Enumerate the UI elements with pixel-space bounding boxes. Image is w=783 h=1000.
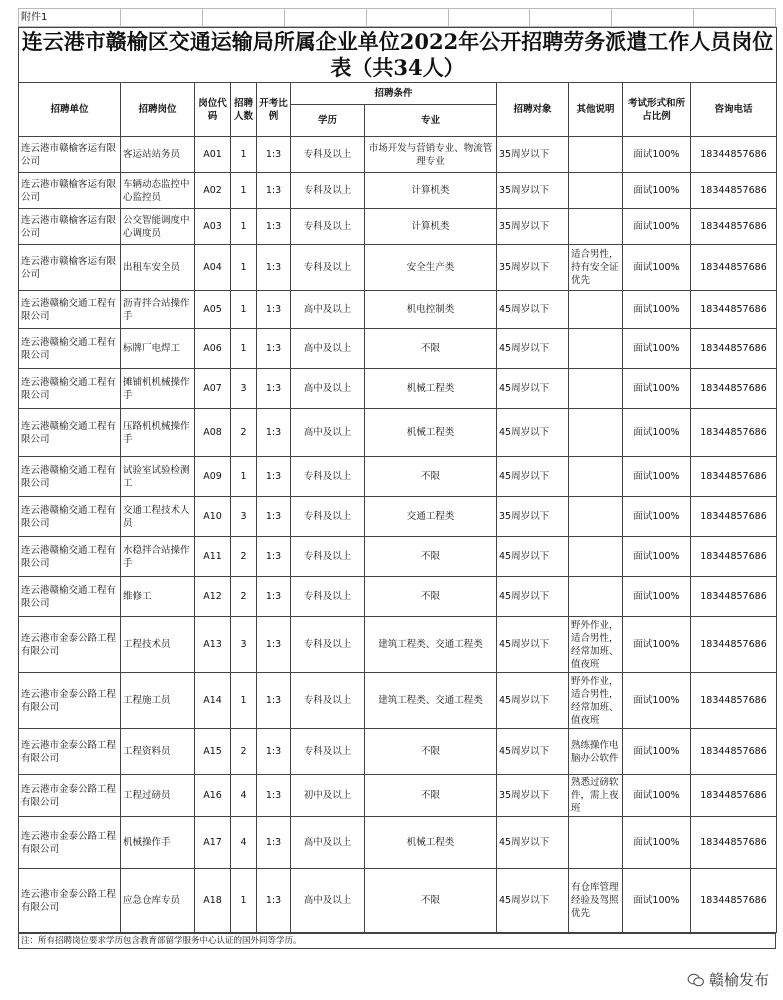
cell-ratio: 1:3 bbox=[257, 137, 291, 173]
table-row bbox=[19, 457, 777, 497]
cell-major: 不限 bbox=[365, 869, 497, 933]
cell-other bbox=[569, 369, 623, 409]
cell-other bbox=[569, 173, 623, 209]
cell-exam: 面试100% bbox=[623, 409, 691, 457]
cell-major: 不限 bbox=[365, 457, 497, 497]
header-major: 专业 bbox=[365, 105, 497, 137]
cell-phone: 18344857686 bbox=[691, 173, 777, 209]
cell-major: 市场开发与营销专业、物流管理专业 bbox=[365, 137, 497, 173]
table-row bbox=[19, 729, 777, 775]
cell-exam: 面试100% bbox=[623, 245, 691, 291]
cell-major: 机电控制类 bbox=[365, 291, 497, 329]
cell-ratio: 1:3 bbox=[257, 775, 291, 817]
cell-major: 不限 bbox=[365, 775, 497, 817]
cell-code: A11 bbox=[195, 537, 231, 577]
cell-phone: 18344857686 bbox=[691, 537, 777, 577]
cell-exam: 面试100% bbox=[623, 729, 691, 775]
cell-phone: 18344857686 bbox=[691, 577, 777, 617]
cell-exam: 面试100% bbox=[623, 617, 691, 673]
job-table bbox=[18, 27, 777, 933]
footnote: 注：所有招聘岗位要求学历包含教育部留学服务中心认证的国外同等学历。 bbox=[19, 934, 776, 949]
cell-unit: 连云港赣榆交通工程有限公司 bbox=[19, 291, 121, 329]
cell-major: 不限 bbox=[365, 577, 497, 617]
cell-post: 沥青拌合站操作手 bbox=[121, 291, 195, 329]
cell-count: 1 bbox=[231, 673, 257, 729]
cell-ratio: 1:3 bbox=[257, 245, 291, 291]
cell-other bbox=[569, 457, 623, 497]
cell-major: 不限 bbox=[365, 537, 497, 577]
cell-phone: 18344857686 bbox=[691, 817, 777, 869]
header-exam: 考试形式和所占比例 bbox=[623, 83, 691, 137]
cell-count: 3 bbox=[231, 617, 257, 673]
cell-ratio: 1:3 bbox=[257, 729, 291, 775]
header-code: 岗位代码 bbox=[195, 83, 231, 137]
cell-unit: 连云港赣榆交通工程有限公司 bbox=[19, 497, 121, 537]
cell-major: 交通工程类 bbox=[365, 497, 497, 537]
cell-other: 野外作业，适合男性，经常加班、值夜班 bbox=[569, 617, 623, 673]
cell-count: 1 bbox=[231, 173, 257, 209]
cell-post: 摊铺机机械操作手 bbox=[121, 369, 195, 409]
table-row bbox=[19, 409, 777, 457]
cell-other: 野外作业，适合男性，经常加班、值夜班 bbox=[569, 673, 623, 729]
cell-ratio: 1:3 bbox=[257, 457, 291, 497]
cell-exam: 面试100% bbox=[623, 137, 691, 173]
cell-phone: 18344857686 bbox=[691, 775, 777, 817]
cell-education: 高中及以上 bbox=[291, 369, 365, 409]
cell-unit: 连云港赣榆交通工程有限公司 bbox=[19, 537, 121, 577]
cell-ratio: 1:3 bbox=[257, 329, 291, 369]
cell-education: 高中及以上 bbox=[291, 817, 365, 869]
cell-exam: 面试100% bbox=[623, 775, 691, 817]
cell-target: 45周岁以下 bbox=[497, 817, 569, 869]
cell-target: 45周岁以下 bbox=[497, 457, 569, 497]
cell-exam: 面试100% bbox=[623, 577, 691, 617]
table-row bbox=[19, 537, 777, 577]
cell-exam: 面试100% bbox=[623, 329, 691, 369]
cell-post: 维修工 bbox=[121, 577, 195, 617]
header-target: 招聘对象 bbox=[497, 83, 569, 137]
header-conditions: 招聘条件 bbox=[291, 83, 497, 105]
cell-target: 45周岁以下 bbox=[497, 577, 569, 617]
cell-unit: 连云港市赣榆客运有限公司 bbox=[19, 137, 121, 173]
cell-major: 建筑工程类、交通工程类 bbox=[365, 617, 497, 673]
cell-exam: 面试100% bbox=[623, 457, 691, 497]
cell-code: A13 bbox=[195, 617, 231, 673]
cell-major: 计算机类 bbox=[365, 209, 497, 245]
cell-ratio: 1:3 bbox=[257, 673, 291, 729]
table-row bbox=[19, 137, 777, 173]
cell-education: 专科及以上 bbox=[291, 173, 365, 209]
table-row bbox=[19, 329, 777, 369]
cell-count: 3 bbox=[231, 369, 257, 409]
cell-ratio: 1:3 bbox=[257, 537, 291, 577]
cell-unit: 连云港市金泰公路工程有限公司 bbox=[19, 775, 121, 817]
cell-exam: 面试100% bbox=[623, 369, 691, 409]
cell-ratio: 1:3 bbox=[257, 173, 291, 209]
cell-other: 适合男性，持有安全证优先 bbox=[569, 245, 623, 291]
cell-count: 1 bbox=[231, 329, 257, 369]
cell-code: A15 bbox=[195, 729, 231, 775]
cell-post: 交通工程技术人员 bbox=[121, 497, 195, 537]
table-row bbox=[19, 775, 777, 817]
cell-target: 45周岁以下 bbox=[497, 329, 569, 369]
cell-unit: 连云港市金泰公路工程有限公司 bbox=[19, 869, 121, 933]
cell-phone: 18344857686 bbox=[691, 457, 777, 497]
cell-unit: 连云港赣榆交通工程有限公司 bbox=[19, 329, 121, 369]
cell-target: 45周岁以下 bbox=[497, 869, 569, 933]
cell-code: A03 bbox=[195, 209, 231, 245]
cell-code: A17 bbox=[195, 817, 231, 869]
cell-ratio: 1:3 bbox=[257, 617, 291, 673]
cell-code: A05 bbox=[195, 291, 231, 329]
table-row bbox=[19, 369, 777, 409]
cell-unit: 连云港市金泰公路工程有限公司 bbox=[19, 673, 121, 729]
cell-phone: 18344857686 bbox=[691, 291, 777, 329]
cell-education: 专科及以上 bbox=[291, 245, 365, 291]
cell-education: 高中及以上 bbox=[291, 329, 365, 369]
cell-target: 35周岁以下 bbox=[497, 173, 569, 209]
cell-code: A02 bbox=[195, 173, 231, 209]
cell-exam: 面试100% bbox=[623, 173, 691, 209]
table-row bbox=[19, 291, 777, 329]
cell-major: 机械工程类 bbox=[365, 369, 497, 409]
table-row bbox=[19, 497, 777, 537]
table-row bbox=[19, 209, 777, 245]
cell-code: A07 bbox=[195, 369, 231, 409]
header-unit: 招聘单位 bbox=[19, 83, 121, 137]
cell-exam: 面试100% bbox=[623, 209, 691, 245]
cell-major: 安全生产类 bbox=[365, 245, 497, 291]
cell-major: 机械工程类 bbox=[365, 817, 497, 869]
cell-phone: 18344857686 bbox=[691, 329, 777, 369]
cell-post: 工程施工员 bbox=[121, 673, 195, 729]
cell-unit: 连云港市金泰公路工程有限公司 bbox=[19, 817, 121, 869]
cell-exam: 面试100% bbox=[623, 869, 691, 933]
cell-phone: 18344857686 bbox=[691, 497, 777, 537]
cell-post: 工程技术员 bbox=[121, 617, 195, 673]
cell-count: 2 bbox=[231, 577, 257, 617]
cell-unit: 连云港市金泰公路工程有限公司 bbox=[19, 729, 121, 775]
cell-target: 45周岁以下 bbox=[497, 369, 569, 409]
cell-code: A14 bbox=[195, 673, 231, 729]
cell-ratio: 1:3 bbox=[257, 291, 291, 329]
watermark-text: 赣榆发布 bbox=[708, 971, 769, 989]
cell-target: 35周岁以下 bbox=[497, 245, 569, 291]
cell-other bbox=[569, 329, 623, 369]
cell-code: A04 bbox=[195, 245, 231, 291]
header-post: 招聘岗位 bbox=[121, 83, 195, 137]
table-row bbox=[19, 245, 777, 291]
cell-exam: 面试100% bbox=[623, 537, 691, 577]
cell-target: 45周岁以下 bbox=[497, 291, 569, 329]
cell-other bbox=[569, 137, 623, 173]
header-other: 其他说明 bbox=[569, 83, 623, 137]
cell-target: 35周岁以下 bbox=[497, 209, 569, 245]
cell-target: 45周岁以下 bbox=[497, 409, 569, 457]
cell-count: 2 bbox=[231, 409, 257, 457]
cell-exam: 面试100% bbox=[623, 817, 691, 869]
cell-unit: 连云港市赣榆客运有限公司 bbox=[19, 173, 121, 209]
cell-code: A08 bbox=[195, 409, 231, 457]
cell-unit: 连云港赣榆交通工程有限公司 bbox=[19, 457, 121, 497]
table-body bbox=[19, 137, 777, 933]
cell-ratio: 1:3 bbox=[257, 409, 291, 457]
cell-count: 1 bbox=[231, 137, 257, 173]
table-row bbox=[19, 173, 777, 209]
cell-count: 1 bbox=[231, 209, 257, 245]
cell-ratio: 1:3 bbox=[257, 497, 291, 537]
cell-post: 车辆动态监控中心监控员 bbox=[121, 173, 195, 209]
cell-count: 3 bbox=[231, 497, 257, 537]
cell-education: 专科及以上 bbox=[291, 673, 365, 729]
cell-ratio: 1:3 bbox=[257, 817, 291, 869]
cell-count: 2 bbox=[231, 537, 257, 577]
table-row bbox=[19, 817, 777, 869]
cell-post: 工程资料员 bbox=[121, 729, 195, 775]
cell-post: 公交智能调度中心调度员 bbox=[121, 209, 195, 245]
note-row bbox=[18, 933, 776, 949]
page-title: 连云港市赣榆区交通运输局所属企业单位2022年公开招聘劳务派遣工作人员岗位表（共34人） bbox=[19, 28, 777, 83]
cell-education: 专科及以上 bbox=[291, 457, 365, 497]
cell-education: 专科及以上 bbox=[291, 577, 365, 617]
cell-exam: 面试100% bbox=[623, 673, 691, 729]
cell-major: 不限 bbox=[365, 729, 497, 775]
cell-unit: 连云港赣榆交通工程有限公司 bbox=[19, 577, 121, 617]
cell-unit: 连云港赣榆交通工程有限公司 bbox=[19, 409, 121, 457]
cell-phone: 18344857686 bbox=[691, 137, 777, 173]
cell-education: 高中及以上 bbox=[291, 409, 365, 457]
header-education: 学历 bbox=[291, 105, 365, 137]
cell-count: 2 bbox=[231, 729, 257, 775]
cell-other: 有仓库管理经验及驾照优先 bbox=[569, 869, 623, 933]
cell-education: 专科及以上 bbox=[291, 497, 365, 537]
cell-education: 专科及以上 bbox=[291, 137, 365, 173]
cell-other bbox=[569, 291, 623, 329]
table-row bbox=[19, 617, 777, 673]
cell-major: 计算机类 bbox=[365, 173, 497, 209]
cell-target: 35周岁以下 bbox=[497, 775, 569, 817]
cell-education: 专科及以上 bbox=[291, 537, 365, 577]
cell-target: 45周岁以下 bbox=[497, 673, 569, 729]
cell-other bbox=[569, 209, 623, 245]
cell-code: A01 bbox=[195, 137, 231, 173]
cell-ratio: 1:3 bbox=[257, 869, 291, 933]
cell-phone: 18344857686 bbox=[691, 617, 777, 673]
cell-education: 专科及以上 bbox=[291, 729, 365, 775]
table-row bbox=[19, 673, 777, 729]
cell-post: 水稳拌合站操作手 bbox=[121, 537, 195, 577]
cell-education: 初中及以上 bbox=[291, 775, 365, 817]
cell-post: 应急仓库专员 bbox=[121, 869, 195, 933]
cell-code: A12 bbox=[195, 577, 231, 617]
cell-ratio: 1:3 bbox=[257, 577, 291, 617]
cell-unit: 连云港市金泰公路工程有限公司 bbox=[19, 617, 121, 673]
cell-ratio: 1:3 bbox=[257, 369, 291, 409]
cell-education: 专科及以上 bbox=[291, 209, 365, 245]
cell-education: 专科及以上 bbox=[291, 617, 365, 673]
cell-unit: 连云港市赣榆客运有限公司 bbox=[19, 209, 121, 245]
cell-exam: 面试100% bbox=[623, 291, 691, 329]
cell-target: 35周岁以下 bbox=[497, 137, 569, 173]
cell-unit: 连云港赣榆交通工程有限公司 bbox=[19, 369, 121, 409]
cell-code: A06 bbox=[195, 329, 231, 369]
cell-post: 客运站站务员 bbox=[121, 137, 195, 173]
cell-post: 工程过磅员 bbox=[121, 775, 195, 817]
cell-phone: 18344857686 bbox=[691, 409, 777, 457]
cell-education: 高中及以上 bbox=[291, 869, 365, 933]
cell-post: 标牌厂电焊工 bbox=[121, 329, 195, 369]
cell-post: 出租车安全员 bbox=[121, 245, 195, 291]
cell-ratio: 1:3 bbox=[257, 209, 291, 245]
cell-phone: 18344857686 bbox=[691, 729, 777, 775]
cell-major: 不限 bbox=[365, 329, 497, 369]
cell-phone: 18344857686 bbox=[691, 369, 777, 409]
cell-other bbox=[569, 409, 623, 457]
cell-other: 熟悉过磅软件，需上夜班 bbox=[569, 775, 623, 817]
header-phone: 咨询电话 bbox=[691, 83, 777, 137]
wechat-icon bbox=[687, 973, 705, 987]
cell-post: 试验室试验检测工 bbox=[121, 457, 195, 497]
cell-target: 45周岁以下 bbox=[497, 617, 569, 673]
cell-code: A09 bbox=[195, 457, 231, 497]
header-ratio: 开考比例 bbox=[257, 83, 291, 137]
cell-major: 建筑工程类、交通工程类 bbox=[365, 673, 497, 729]
cell-phone: 18344857686 bbox=[691, 209, 777, 245]
table-row bbox=[19, 577, 777, 617]
cell-phone: 18344857686 bbox=[691, 673, 777, 729]
cell-code: A10 bbox=[195, 497, 231, 537]
cell-unit: 连云港市赣榆客运有限公司 bbox=[19, 245, 121, 291]
table-row bbox=[19, 869, 777, 933]
cell-target: 35周岁以下 bbox=[497, 497, 569, 537]
cell-post: 压路机机械操作手 bbox=[121, 409, 195, 457]
page bbox=[18, 8, 776, 949]
cell-count: 1 bbox=[231, 457, 257, 497]
cell-education: 高中及以上 bbox=[291, 291, 365, 329]
cell-other bbox=[569, 817, 623, 869]
cell-count: 4 bbox=[231, 817, 257, 869]
cell-major: 机械工程类 bbox=[365, 409, 497, 457]
cell-post: 机械操作手 bbox=[121, 817, 195, 869]
cell-phone: 18344857686 bbox=[691, 245, 777, 291]
header-count: 招聘人数 bbox=[231, 83, 257, 137]
cell-count: 1 bbox=[231, 291, 257, 329]
cell-other: 熟练操作电脑办公软件 bbox=[569, 729, 623, 775]
cell-code: A18 bbox=[195, 869, 231, 933]
cell-phone: 18344857686 bbox=[691, 869, 777, 933]
annex-label: 附件1 bbox=[19, 9, 121, 27]
cell-exam: 面试100% bbox=[623, 497, 691, 537]
cell-code: A16 bbox=[195, 775, 231, 817]
watermark bbox=[687, 969, 769, 990]
cell-other bbox=[569, 537, 623, 577]
cell-other bbox=[569, 577, 623, 617]
cell-target: 45周岁以下 bbox=[497, 729, 569, 775]
cell-target: 45周岁以下 bbox=[497, 537, 569, 577]
cell-count: 4 bbox=[231, 775, 257, 817]
cell-other bbox=[569, 497, 623, 537]
annex-row bbox=[18, 8, 776, 27]
cell-count: 1 bbox=[231, 869, 257, 933]
cell-count: 1 bbox=[231, 245, 257, 291]
